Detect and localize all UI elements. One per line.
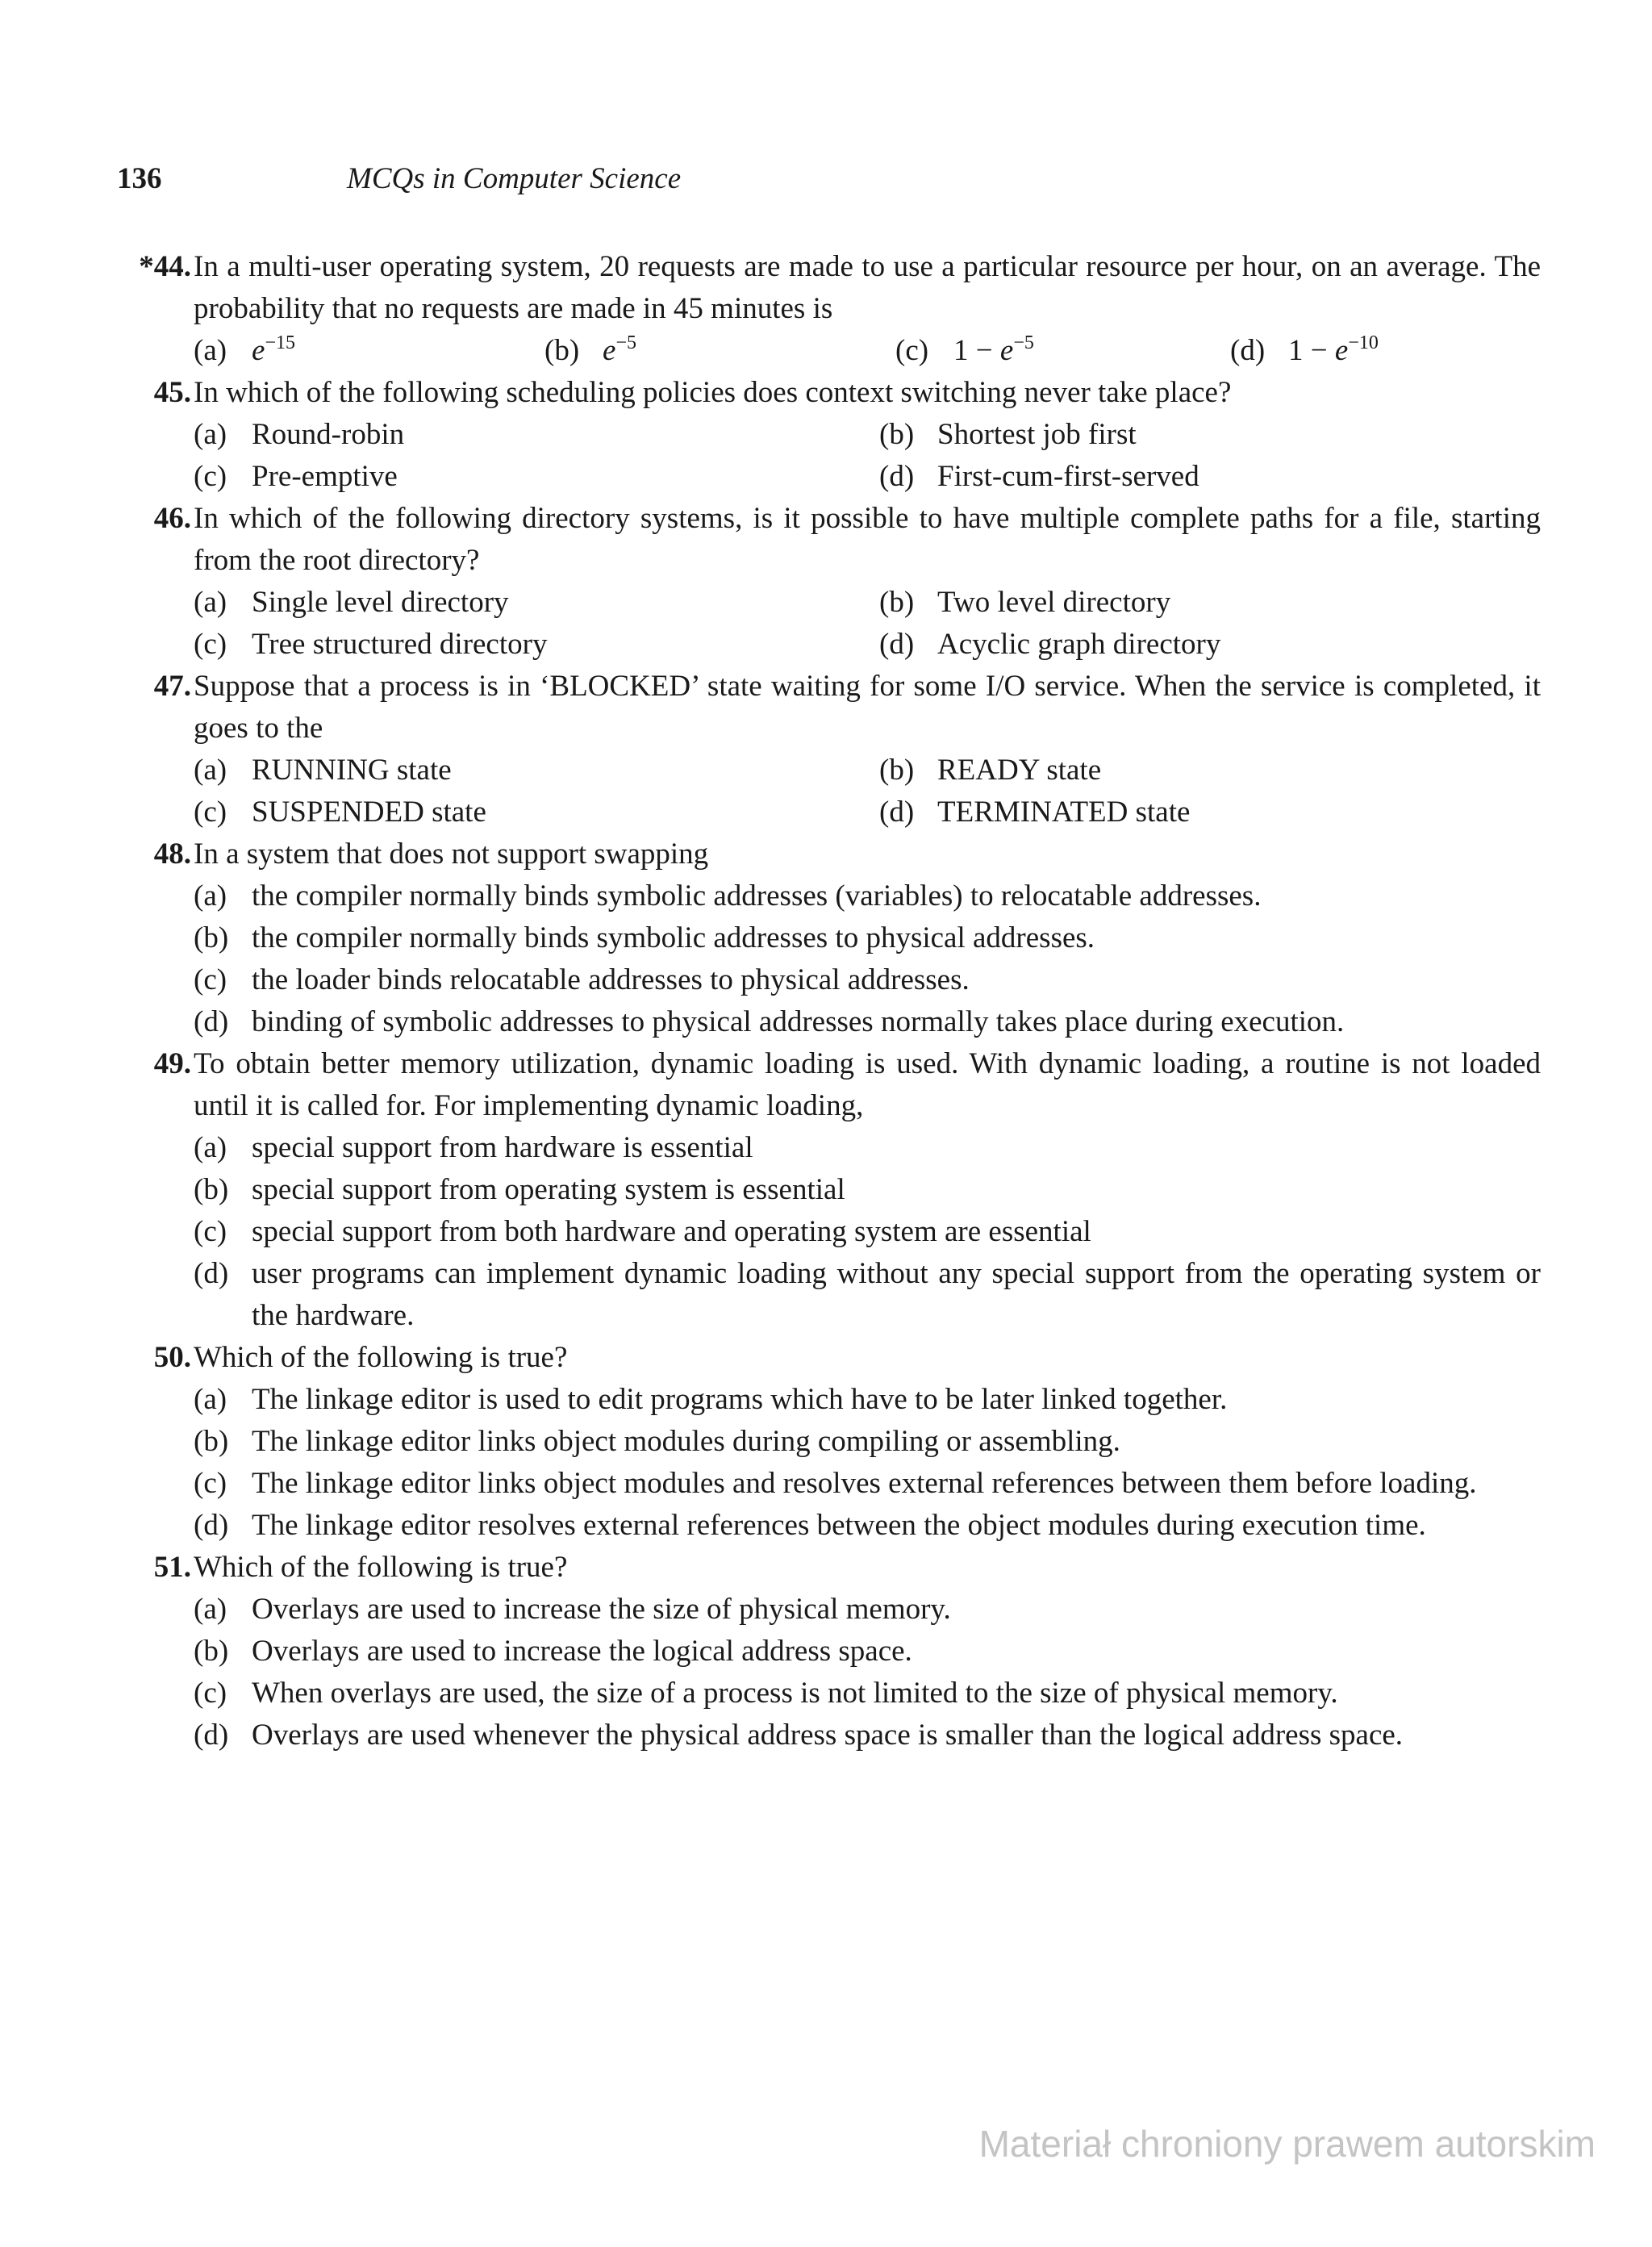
question-text: Which of the following is true?: [194, 1341, 568, 1374]
question-number: 45.: [153, 376, 191, 409]
options: [194, 875, 1541, 1043]
question-text: Suppose that a process is in ‘BLOCKED’ state waiting for some I/O service. When the service is completed, it goes to the: [194, 670, 1541, 745]
option-b: (b) Overlays are used to increase the logical address space.: [194, 1635, 912, 1668]
option-b: (b) $e^{-5}$: [544, 330, 895, 372]
option-c: (c) When overlays are used, the size of a process is not limited to the size of physical memory.: [194, 1677, 1338, 1710]
option-a: (a) The linkage editor is used to edit programs which have to be later linked together.: [194, 1383, 1228, 1416]
question-number: 51.: [153, 1551, 191, 1584]
question-text: In a multi-user operating system, 20 requests are made to use a particular resource per hour, on an average. The probability that no requests are made in 45 minutes is: [194, 250, 1541, 325]
question-text: In which of the following directory systems, is it possible to have multiple complete paths for a file, starting from the root directory?: [194, 502, 1541, 577]
option-d: (d) $1 - e^{-10}$: [1230, 330, 1553, 372]
options: [194, 1379, 1541, 1547]
question-text: In a system that does not support swapping: [194, 837, 709, 871]
option-label: (d): [1230, 334, 1266, 367]
question-44: [117, 246, 1541, 372]
option-c: (c) The linkage editor links object modules and resolves external references between them before loading.: [194, 1467, 1477, 1500]
option-d: (d) user programs can implement dynamic loading without any special support from the operating system or the hardware.: [194, 1257, 1541, 1332]
option-d: (d) The linkage editor resolves external references between the object modules during execution time.: [194, 1509, 1426, 1542]
option-a: (a) RUNNING state: [194, 754, 452, 787]
question-list: [117, 246, 1541, 1756]
option-a: (a) Single level directory: [194, 586, 509, 619]
option-d: (d) TERMINATED state: [879, 796, 1191, 829]
question-46: [117, 498, 1541, 666]
question-number: 47.: [153, 670, 191, 703]
question-51: [117, 1547, 1541, 1756]
option-c: (c) $1 - e^{-5}$: [895, 330, 1230, 372]
option-a: (a) $e^{-15}$: [194, 330, 544, 372]
option-b: (b) Shortest job first: [879, 418, 1137, 451]
option-a: (a) the compiler normally binds symbolic addresses (variables) to relocatable addresses.: [194, 879, 1262, 913]
question-45: [117, 372, 1541, 498]
options: [194, 330, 1541, 372]
option-b: (b) Two level directory: [879, 586, 1171, 619]
option-b: (b) the compiler normally binds symbolic addresses to physical addresses.: [194, 921, 1095, 954]
question-49: [117, 1043, 1541, 1337]
question-number: 50.: [153, 1341, 191, 1374]
option-label: (b): [544, 334, 580, 367]
question-text: Which of the following is true?: [194, 1551, 568, 1584]
option-label: (c): [895, 334, 929, 367]
option-d: (d) binding of symbolic addresses to physical addresses normally takes place during execution.: [194, 1005, 1345, 1038]
option-b: (b) special support from operating system is essential: [194, 1173, 845, 1206]
question-50: [117, 1337, 1541, 1547]
page-number: 136: [117, 162, 162, 195]
option-b: (b) READY state: [879, 754, 1102, 787]
option-c: (c) SUSPENDED state: [194, 796, 486, 829]
question-number: 46.: [153, 502, 191, 535]
options: [194, 1589, 1541, 1756]
option-c: (c) special support from both hardware and operating system are essential: [194, 1215, 1091, 1248]
options: [194, 414, 1541, 498]
option-c: (c) Tree structured directory: [194, 628, 548, 661]
copyright-watermark: Materiał chroniony prawem autorskim: [978, 2123, 1596, 2165]
question-48: [117, 833, 1541, 1043]
option-d: (d) Overlays are used whenever the physical address space is smaller than the logical address space.: [194, 1719, 1404, 1752]
option-a: (a) Overlays are used to increase the size of physical memory.: [194, 1593, 951, 1626]
option-a: (a) special support from hardware is essential: [194, 1131, 753, 1164]
question-47: [117, 666, 1541, 833]
option-a: (a) Round-robin: [194, 418, 405, 451]
option-label: (a): [194, 334, 227, 367]
question-number: 48.: [153, 837, 191, 871]
options: [194, 750, 1541, 833]
options: [194, 1127, 1541, 1337]
question-number: 49.: [153, 1047, 191, 1080]
option-c: (c) Pre-emptive: [194, 460, 398, 493]
page-header: [117, 161, 1537, 202]
question-text: In which of the following scheduling policies does context switching never take place?: [194, 376, 1232, 409]
book-title: MCQs in Computer Science: [347, 162, 682, 195]
option-d: (d) First-cum-first-served: [879, 460, 1199, 493]
question-number: *44.: [139, 250, 191, 283]
question-text: To obtain better memory utilization, dynamic loading is used. With dynamic loading, a routine is not loaded until it is called for. For implementing dynamic loading,: [194, 1047, 1541, 1122]
option-b: (b) The linkage editor links object modules during compiling or assembling.: [194, 1425, 1120, 1458]
options: [194, 582, 1541, 666]
option-d: (d) Acyclic graph directory: [879, 628, 1221, 661]
option-c: (c) the loader binds relocatable addresses to physical addresses.: [194, 963, 970, 996]
